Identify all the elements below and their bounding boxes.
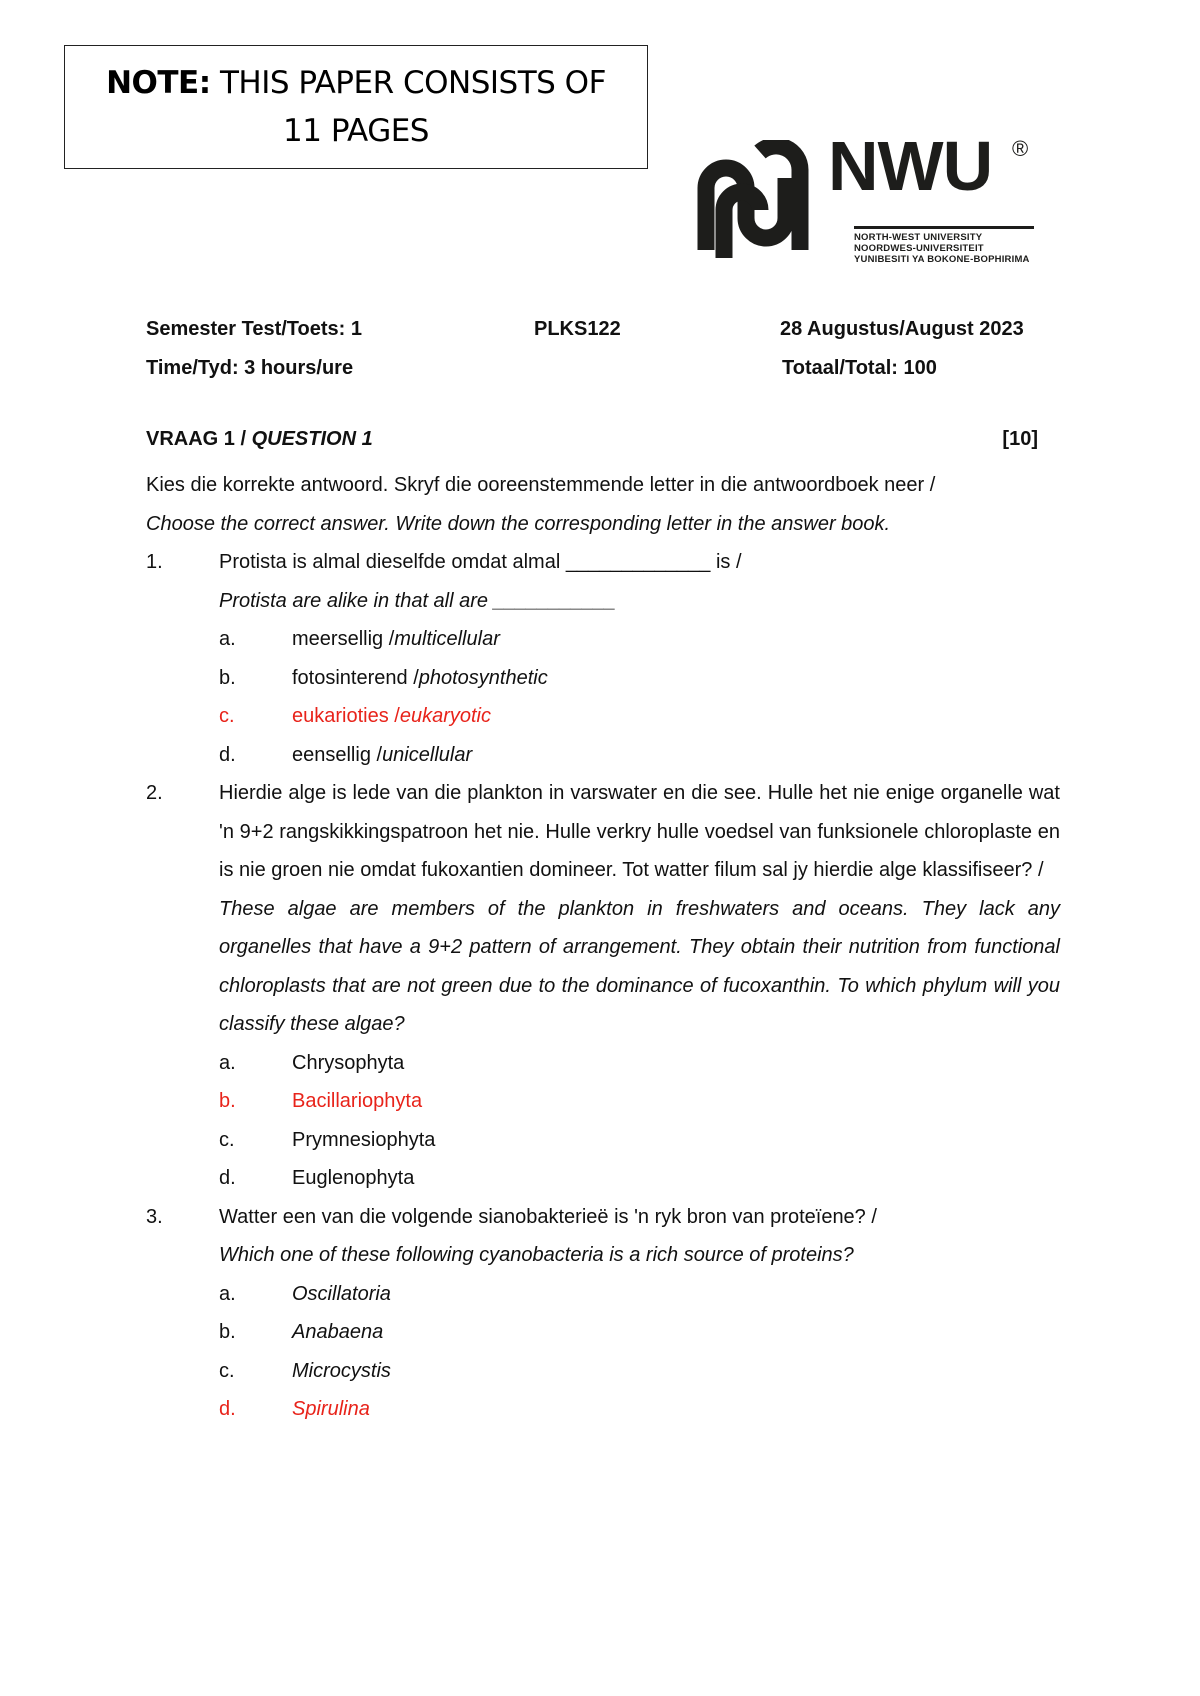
option-text-af: eukarioties / [292, 705, 400, 727]
option-b [146, 659, 1062, 698]
option-b-correct [146, 1082, 1062, 1121]
exam-duration: Time/Tyd: 3 hours/ure [146, 357, 354, 379]
module-code: PLKS122 [534, 318, 621, 340]
option-letter: c. [219, 1359, 235, 1382]
note-text: THIS PAPER CONSISTS OF [210, 64, 606, 101]
option-letter: c. [219, 705, 235, 727]
option-c [146, 1352, 1062, 1391]
option-text: Prymnesiophyta [292, 1128, 436, 1151]
logo-subtitle-af: NOORDWES-UNIVERSITEIT [854, 243, 984, 254]
option-text-af: eensellig / [292, 743, 383, 766]
question-marks: [10] [1002, 428, 1038, 450]
option-letter: d. [219, 743, 236, 766]
option-text-en: multicellular [394, 628, 500, 650]
question-item-1 [146, 543, 1062, 774]
option-letter: a. [219, 1282, 236, 1305]
option-letter: b. [219, 1321, 236, 1343]
option-d [146, 1159, 1062, 1198]
option-a [146, 620, 1062, 659]
registered-mark: ® [1012, 136, 1029, 161]
instruction-af: Kies die korrekte antwoord. Skryf die ooreenstemmende letter in die antwoordboek neer / [146, 474, 936, 496]
note-line-1 [106, 59, 606, 107]
option-text-en: photosynthetic [418, 666, 548, 689]
question-item-3 [146, 1198, 1062, 1429]
option-text: Chrysophyta [292, 1051, 405, 1074]
option-a [146, 1044, 1062, 1083]
option-text-af: fotosinterend / [292, 666, 419, 689]
logo-subtitle-en: NORTH-WEST UNIVERSITY [854, 232, 983, 243]
exam-total: Totaal/Total: 100 [782, 357, 937, 379]
logo-subtitle-tn: YUNIBESITI YA BOKONE-BOPHIRIMA [854, 254, 1030, 265]
option-letter: a. [219, 1051, 236, 1074]
option-text: Anabaena [292, 1321, 384, 1343]
option-d [146, 736, 1062, 775]
item-number: 1. [146, 551, 163, 573]
exam-date: 28 Augustus/August 2023 [780, 318, 1024, 340]
question-title [146, 428, 373, 451]
item-number: 2. [146, 782, 163, 804]
option-text: Euglenophyta [292, 1167, 415, 1189]
item-text-af: Watter een van die volgende sianobakterieë is 'n ryk bron van proteïene? / [219, 1205, 877, 1228]
option-letter: b. [219, 1090, 236, 1112]
option-letter: c. [219, 1128, 235, 1151]
option-text: Spirulina [292, 1398, 370, 1420]
question-title-en: QUESTION 1 [251, 428, 373, 450]
logo-wordmark: NWU [828, 127, 993, 205]
item-text-af: Hierdie alge is lede van die plankton in varswater en die see. Hulle het nie enige organelle wat 'n 9+2 rangskikkingspatroon het nie. Hulle verkry hulle voedsel van funksionele chloroplaste en is nie groen nie omdat fukoxantien domineer. Tot watter filum sal jy hierdie alge klassifiseer? / [219, 782, 1060, 881]
option-text-af: meersellig / [292, 628, 395, 650]
exam-content [146, 310, 1062, 1429]
option-c [146, 1121, 1062, 1160]
option-b [146, 1313, 1062, 1352]
instruction-en: Choose the correct answer. Write down the corresponding letter in the answer book. [146, 512, 891, 535]
item-number: 3. [146, 1205, 163, 1228]
logo-divider [854, 226, 1034, 229]
note-label: NOTE: [106, 64, 211, 101]
note-line-2: 11 PAGES [283, 113, 429, 149]
option-letter: b. [219, 666, 236, 689]
option-letter: d. [219, 1167, 236, 1189]
nwu-logo [690, 127, 1040, 266]
option-c-correct [146, 697, 1062, 736]
option-letter: a. [219, 628, 236, 650]
item-text-en: Which one of these following cyanobacteria is a rich source of proteins? [219, 1244, 854, 1266]
option-letter: d. [219, 1398, 236, 1420]
item-text-af: Protista is almal dieselfde omdat almal _____________ is / [219, 551, 742, 573]
option-text: Microcystis [292, 1359, 391, 1382]
option-text-en: unicellular [382, 743, 473, 766]
item-text-en: These algae are members of the plankton in freshwaters and oceans. They lack any organelles that have a 9+2 pattern of arrangement. They obtain their nutrition from functional chloroplasts that are not green due to the dominance of fucoxanthin. To which phylum will you classify these algae? [219, 897, 1060, 1035]
nwu-emblem-icon [690, 140, 816, 266]
exam-meta [146, 310, 1062, 388]
question-title-af: VRAAG 1 / [146, 428, 252, 450]
option-text: Oscillatoria [292, 1282, 391, 1305]
option-text-en: eukaryotic [399, 705, 491, 727]
option-d-correct [146, 1390, 1062, 1429]
question-header [146, 428, 1062, 466]
item-text-en: Protista are alike in that all are ___________ [219, 589, 616, 612]
question-item-2 [146, 774, 1062, 1198]
option-a [146, 1275, 1062, 1314]
option-text: Bacillariophyta [292, 1090, 423, 1112]
page-count-note [64, 45, 648, 169]
test-number: Semester Test/Toets: 1 [146, 318, 363, 340]
